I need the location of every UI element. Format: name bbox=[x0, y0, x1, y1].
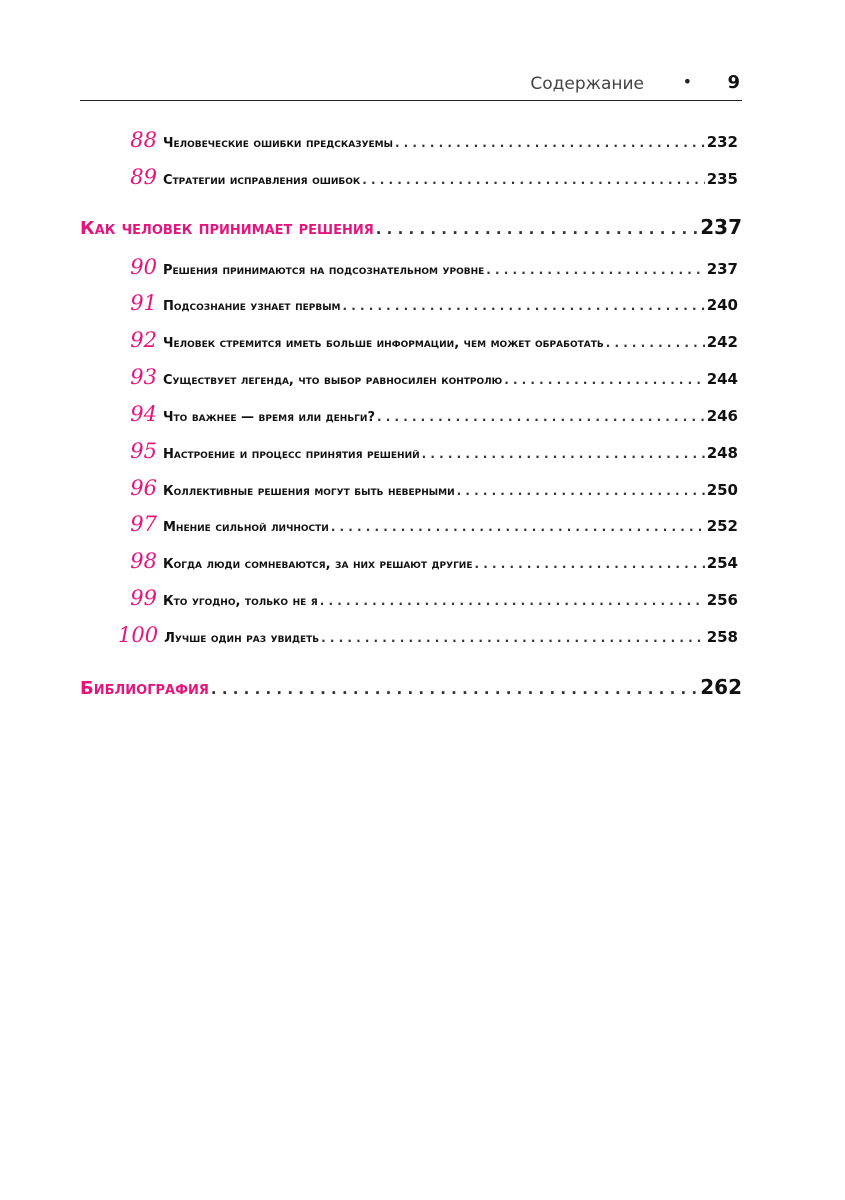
toc-entry-88[interactable] bbox=[118, 128, 738, 154]
toc-entry-91[interactable] bbox=[118, 291, 738, 317]
entry-number: 99 bbox=[130, 586, 157, 610]
dot-leader bbox=[211, 680, 698, 698]
dot-leader bbox=[422, 447, 705, 461]
entry-title: Человеческие ошибки предсказуемы bbox=[163, 136, 393, 151]
dot-leader bbox=[362, 173, 704, 187]
bullet-separator: • bbox=[682, 72, 692, 91]
toc-entry-94[interactable] bbox=[118, 402, 738, 428]
bibliography-title: Библиография bbox=[80, 678, 209, 699]
entry-title: Стратегии исправления ошибок bbox=[163, 173, 361, 188]
entry-title: Лучше один раз увидеть bbox=[164, 631, 320, 646]
entry-number: 93 bbox=[130, 365, 157, 389]
toc-entry-96[interactable] bbox=[118, 476, 738, 502]
entry-page: 248 bbox=[706, 444, 738, 462]
entry-page: 235 bbox=[706, 170, 738, 188]
running-head bbox=[80, 70, 742, 101]
entry-title: Коллективные решения могут быть неверными bbox=[163, 484, 455, 499]
dot-leader bbox=[376, 220, 698, 238]
entry-page: 244 bbox=[706, 370, 738, 388]
entry-page: 256 bbox=[706, 591, 738, 609]
entry-title: Человек стремится иметь больше информации, чем может обработать bbox=[163, 336, 604, 351]
entry-number: 100 bbox=[118, 623, 159, 647]
dot-leader bbox=[504, 373, 704, 387]
entry-title: Мнение сильной личности bbox=[163, 520, 329, 535]
dot-leader bbox=[475, 557, 705, 571]
entry-number: 91 bbox=[130, 291, 157, 315]
dot-leader bbox=[343, 299, 705, 313]
section-title: Содержание bbox=[530, 74, 644, 94]
entry-title: Кто угодно, только не я bbox=[163, 594, 318, 609]
entry-number: 95 bbox=[130, 439, 157, 463]
entry-number: 97 bbox=[130, 512, 157, 536]
entry-page: 240 bbox=[706, 296, 738, 314]
entry-title: Когда люди сомневаются, за них решают другие bbox=[163, 557, 473, 572]
entry-number: 92 bbox=[130, 328, 157, 352]
entry-number: 90 bbox=[130, 255, 157, 279]
entry-number: 96 bbox=[130, 476, 157, 500]
entry-page: 232 bbox=[706, 133, 738, 151]
entry-number: 94 bbox=[130, 402, 157, 426]
entry-page: 250 bbox=[706, 481, 738, 499]
dot-leader bbox=[321, 631, 705, 645]
entry-page: 246 bbox=[706, 407, 738, 425]
dot-leader bbox=[606, 336, 705, 350]
page-number: 9 bbox=[727, 72, 740, 93]
entry-page: 237 bbox=[706, 260, 738, 278]
entry-number: 88 bbox=[130, 128, 157, 152]
toc-entry-98[interactable] bbox=[118, 549, 738, 575]
entry-title: Существует легенда, что выбор равносилен контролю bbox=[163, 373, 503, 388]
toc-entry-93[interactable] bbox=[118, 365, 738, 391]
bibliography-page: 262 bbox=[700, 675, 742, 699]
entry-title: Подсознание узнает первым bbox=[163, 299, 341, 314]
toc-entry-90[interactable] bbox=[118, 255, 738, 281]
toc-entry-100[interactable] bbox=[118, 623, 738, 649]
entry-page: 254 bbox=[706, 554, 738, 572]
toc-part-heading[interactable] bbox=[80, 215, 742, 245]
part-page: 237 bbox=[700, 215, 742, 239]
dot-leader bbox=[320, 594, 705, 608]
dot-leader bbox=[377, 410, 705, 424]
part-title: Как человек принимает решения bbox=[80, 218, 374, 239]
entry-page: 252 bbox=[706, 517, 738, 535]
dot-leader bbox=[395, 136, 705, 150]
dot-leader bbox=[331, 520, 705, 534]
entry-title: Что важнее — время или деньги? bbox=[163, 410, 375, 425]
dot-leader bbox=[457, 484, 705, 498]
toc-entry-95[interactable] bbox=[118, 439, 738, 465]
toc-entry-97[interactable] bbox=[118, 512, 738, 538]
entry-title: Решения принимаются на подсознательном уровне bbox=[163, 263, 485, 278]
entry-number: 98 bbox=[130, 549, 157, 573]
dot-leader bbox=[486, 263, 704, 277]
toc-bibliography[interactable] bbox=[80, 675, 742, 705]
entry-title: Настроение и процесс принятия решений bbox=[163, 447, 420, 462]
entry-page: 242 bbox=[706, 333, 738, 351]
toc-entry-99[interactable] bbox=[118, 586, 738, 612]
toc-entry-89[interactable] bbox=[118, 165, 738, 191]
entry-number: 89 bbox=[130, 165, 157, 189]
toc-entry-92[interactable] bbox=[118, 328, 738, 354]
entry-page: 258 bbox=[706, 628, 738, 646]
